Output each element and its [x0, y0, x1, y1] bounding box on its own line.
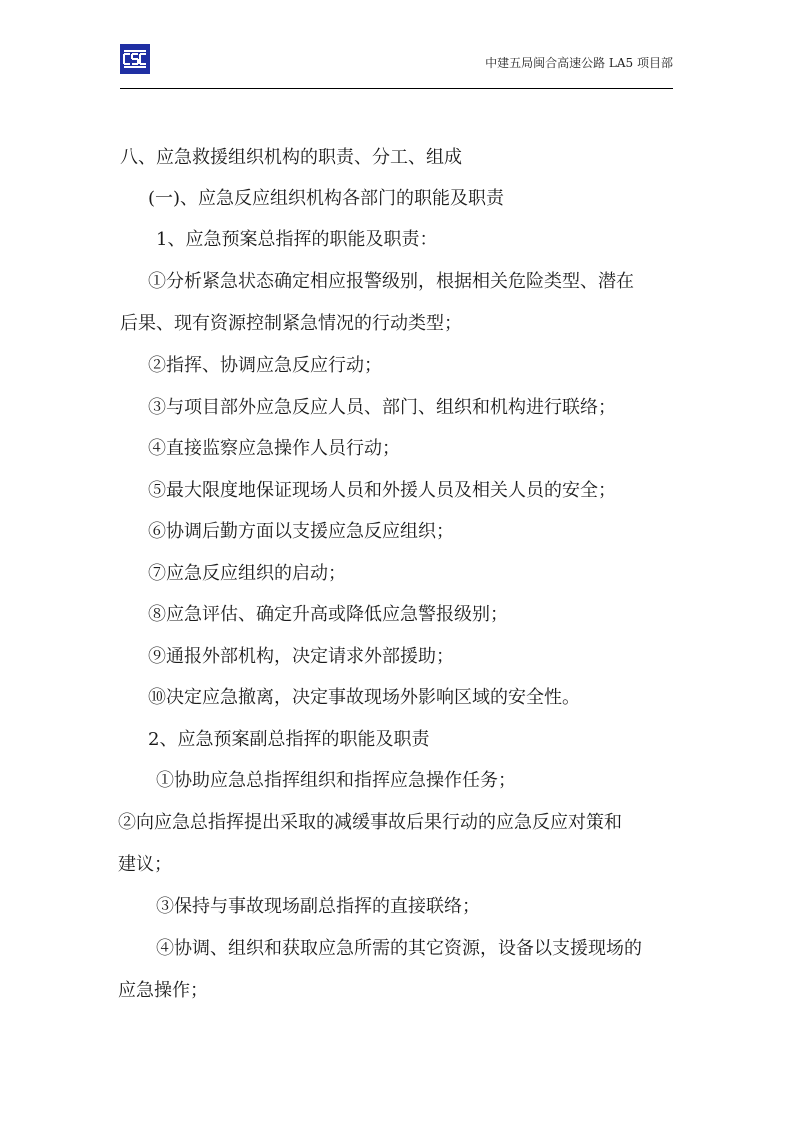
paragraph-line: ⑦应急反应组织的启动； — [148, 563, 346, 584]
item-heading-1: 1、应急预案总指挥的职能及职责： — [156, 229, 438, 250]
paragraph-line: ⑤最大限度地保证现场人员和外援人员及相关人员的安全； — [148, 480, 616, 501]
paragraph-line: ⑩决定应急撤离，决定事故现场外影响区域的安全性。 — [148, 687, 580, 708]
paragraph-line: ④直接监察应急操作人员行动； — [148, 438, 400, 459]
section-heading: 八、应急救援组织机构的职责、分工、组成 — [120, 147, 462, 168]
header-title: 中建五局闽合高速公路 LA5 项目部 — [485, 56, 673, 70]
paragraph-line: ②指挥、协调应急反应行动； — [148, 355, 382, 376]
paragraph-line: ⑧应急评估、确定升高或降低应急警报级别； — [148, 604, 508, 625]
paragraph-line: ⑥协调后勤方面以支援应急反应组织； — [148, 521, 454, 542]
subsection-heading: (一)、应急反应组织机构各部门的职能及职责 — [148, 188, 505, 209]
paragraph-line: ①分析紧急状态确定相应报警级别，根据相关危险类型、潜在 — [148, 271, 634, 292]
paragraph-line: ③保持与事故现场副总指挥的直接联络； — [156, 896, 480, 917]
paragraph-line: 建议； — [118, 854, 172, 875]
paragraph-line: ④协调、组织和获取应急所需的其它资源，设备以支援现场的 — [156, 938, 642, 959]
item-heading-2: 2、应急预案副总指挥的职能及职责 — [148, 729, 430, 750]
paragraph-line: ②向应急总指挥提出采取的减缓事故后果行动的应急反应对策和 — [118, 812, 622, 833]
paragraph-line: ③与项目部外应急反应人员、部门、组织和机构进行联络； — [148, 397, 616, 418]
paragraph-line: 后果、现有资源控制紧急情况的行动类型； — [120, 313, 462, 334]
paragraph-line: ①协助应急总指挥组织和指挥应急操作任务； — [156, 770, 516, 791]
paragraph-line: 应急操作； — [118, 980, 208, 1001]
paragraph-line: ⑨通报外部机构，决定请求外部援助； — [148, 646, 454, 667]
